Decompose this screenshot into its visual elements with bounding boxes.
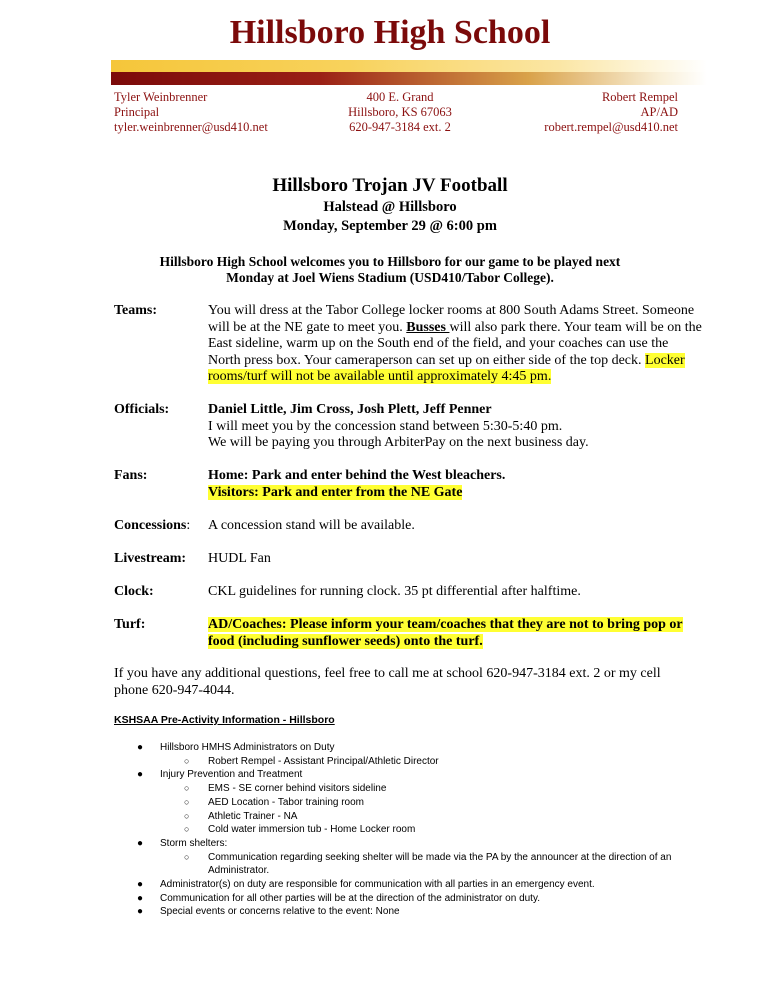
- turf-label: Turf:: [114, 617, 146, 632]
- sub-bullet-icon: ○: [184, 810, 190, 821]
- list-item: Administrator(s) on duty are responsible for communication with all parties in an emergency event.: [160, 879, 595, 890]
- ad-name: Robert Rempel: [601, 90, 678, 104]
- list-item: Special events or concerns relative to the event: None: [160, 906, 400, 918]
- bullet-icon: ●: [137, 892, 144, 904]
- fans-body: [208, 468, 702, 501]
- officials-names: Daniel Little, Jim Cross, Josh Plett, Jeff Penner: [208, 402, 492, 417]
- list-item: Administrator.: [208, 865, 270, 877]
- principal-email-link[interactable]: tyler.weinbrenner@usd410.net: [114, 120, 268, 134]
- list-item: Injury Prevention and Treatment: [160, 769, 303, 781]
- fans-home: Home: Park and enter behind the West bleachers.: [208, 468, 506, 483]
- address-city: Hillsboro, KS 67063: [348, 105, 452, 119]
- event-title: Hillsboro Trojan JV Football: [272, 175, 508, 196]
- teams-text-a: You will dress at the Tabor College locker rooms at 800 South Adams Street. Someone will be at the NE gate to meet you.: [208, 303, 695, 335]
- clock-text: CKL guidelines for running clock. 35 pt differential after halftime.: [208, 584, 581, 599]
- ad-contact: [544, 90, 678, 135]
- ad-title: AP/AD: [640, 105, 678, 119]
- sub-bullet-icon: ○: [184, 851, 190, 862]
- teams-label: Teams:: [114, 303, 158, 318]
- event-matchup: Halstead @ Hillsboro: [323, 199, 457, 215]
- officials-line-2: We will be paying you through ArbiterPay on the next business day.: [208, 435, 589, 450]
- school-address: [310, 90, 490, 135]
- welcome-line-1: Hillsboro High School welcomes you to Hillsboro for our game to be played next: [159, 254, 621, 269]
- school-phone: 620-947-3184 ext. 2: [349, 120, 451, 134]
- sub-bullet-icon: ○: [184, 783, 190, 794]
- livestream-text: HUDL Fan: [208, 551, 271, 566]
- bullet-icon: ●: [137, 769, 144, 781]
- busses-word: Busses: [406, 319, 450, 335]
- teams-body: [208, 303, 702, 386]
- closing-paragraph: If you have any additional questions, feel free to call me at school 620-947-3184 ext. 2 or my cell phone 620-947-4044.: [114, 666, 661, 698]
- header-maroon-bar: [111, 72, 707, 85]
- turf-text: AD/Coaches: Please inform your team/coaches that they are not to bring pop or food (including sunflower seeds) onto the turf.: [208, 617, 683, 649]
- ad-email-link[interactable]: robert.rempel@usd410.net: [544, 120, 678, 134]
- clock-label: Clock:: [114, 584, 154, 599]
- list-item: Storm shelters:: [160, 837, 228, 849]
- principal-contact: [114, 90, 268, 135]
- list-item: Cold water immersion tub - Home Locker room: [208, 824, 416, 836]
- welcome-line-2: Monday at Joel Wiens Stadium (USD410/Tabor College).: [226, 270, 554, 285]
- list-item: Communication regarding seeking shelter will be made via the PA by the announcer at the direction of an: [208, 851, 672, 863]
- sub-bullet-icon: ○: [184, 755, 190, 766]
- teams-text-b: will also park there. Your team will be on the East sideline, warm up on the South end of the field, and your coaches can use the North press box. Your cameraperson can set up on either side of the top deck.: [208, 319, 702, 368]
- concessions-label-text: Concessions: [114, 518, 187, 533]
- teams-highlight: Locker rooms/turf will not be available until approximately 4:45 pm.: [208, 352, 685, 384]
- school-title: Hillsboro High School: [229, 14, 551, 51]
- livestream-label: Livestream:: [114, 551, 187, 566]
- principal-name: Tyler Weinbrenner: [114, 90, 208, 104]
- bullet-icon: ●: [137, 879, 144, 890]
- officials-label: Officials:: [114, 402, 170, 417]
- list-item: Communication for all other parties will be at the direction of the administrator on duty.: [160, 892, 540, 904]
- fans-visitors: Visitors: Park and enter from the NE Gate: [208, 484, 463, 500]
- concessions-text: A concession stand will be available.: [208, 518, 415, 533]
- list-item: Athletic Trainer - NA: [208, 810, 298, 822]
- sub-bullet-icon: ○: [184, 796, 190, 807]
- list-item: Robert Rempel - Assistant Principal/Athletic Director: [208, 755, 439, 767]
- principal-title: Principal: [114, 105, 160, 119]
- officials-line-1: I will meet you by the concession stand between 5:30-5:40 pm.: [208, 418, 563, 434]
- officials-body: [208, 402, 702, 452]
- header-gold-bar: [111, 60, 707, 72]
- list-item: AED Location - Tabor training room: [208, 796, 365, 808]
- turf-body: [208, 617, 702, 650]
- concessions-colon: :: [186, 518, 191, 533]
- fans-label: Fans:: [114, 468, 148, 483]
- concessions-label: [114, 518, 190, 535]
- kshsaa-heading: KSHSAA Pre-Activity Information - Hillsboro: [114, 714, 335, 726]
- address-street: 400 E. Grand: [366, 90, 434, 104]
- bullet-icon: ●: [137, 906, 144, 918]
- event-datetime: Monday, September 29 @ 6:00 pm: [283, 218, 497, 234]
- list-item: Hillsboro HMHS Administrators on Duty: [160, 742, 335, 753]
- bullet-icon: ●: [137, 742, 144, 753]
- list-item: EMS - SE corner behind visitors sideline: [208, 783, 387, 795]
- sub-bullet-icon: ○: [184, 824, 190, 835]
- welcome-message: [0, 254, 780, 286]
- bullet-icon: ●: [137, 837, 144, 849]
